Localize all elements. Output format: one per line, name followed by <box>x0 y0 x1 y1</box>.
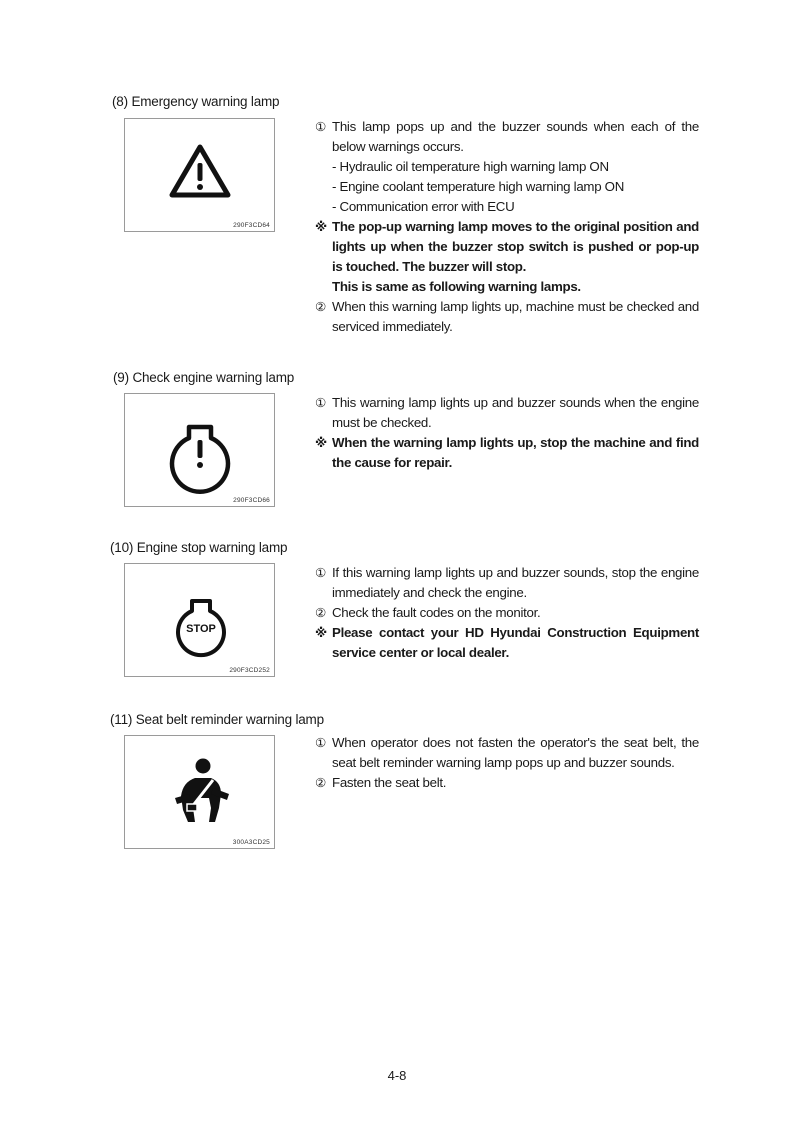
paragraph-1 <box>315 733 699 773</box>
circled-number-2: ② <box>315 775 326 790</box>
list-item: - Hydraulic oil temperature high warning lamp ON <box>332 159 609 174</box>
reference-mark: ※ <box>315 625 327 640</box>
paragraph-text: When this warning lamp lights up, machine must be checked and serviced immediately. <box>332 299 699 334</box>
paragraph-2 <box>315 603 699 623</box>
figure-code: 290F3CD252 <box>229 667 270 674</box>
page-number: 4-8 <box>387 1068 407 1083</box>
section-heading: (11) Seat belt reminder warning lamp <box>110 712 324 727</box>
paragraph-text: Check the fault codes on the monitor. <box>332 605 541 620</box>
paragraph-1 <box>315 117 699 157</box>
list-item: - Engine coolant temperature high warning lamp ON <box>332 179 625 194</box>
circled-number-1: ① <box>315 565 326 580</box>
circled-number-1: ① <box>315 735 326 750</box>
note-text: Please contact your HD Hyundai Construction Equipment service center or local dealer. <box>332 625 699 660</box>
paragraph-text: This warning lamp lights up and buzzer sounds when the engine must be checked. <box>332 395 699 430</box>
paragraph-text: Fasten the seat belt. <box>332 775 447 790</box>
circled-number-1: ① <box>315 395 326 410</box>
section-heading: (10) Engine stop warning lamp <box>110 540 288 555</box>
figure-code: 290F3CD66 <box>233 497 270 504</box>
paragraph-text: When operator does not fasten the operator's the seat belt, the seat belt reminder warning lamp pops up and buzzer sounds. <box>332 735 699 770</box>
note-text: When the warning lamp lights up, stop the machine and find the cause for repair. <box>332 435 699 470</box>
section-body <box>315 563 699 663</box>
seat-belt-icon <box>125 736 276 850</box>
note <box>315 623 699 663</box>
figure-seat-belt-reminder-warning-lamp <box>124 735 275 849</box>
paragraph-2 <box>315 297 699 337</box>
figure-code: 300A3CD25 <box>232 839 270 846</box>
list-item: - Communication error with ECU <box>332 199 515 214</box>
note-text: The pop-up warning lamp moves to the original position and lights up when the buzzer stop switch is pushed or pop-up is touched. The buzzer will stop. <box>332 219 699 274</box>
stop-label: STOP <box>186 623 216 635</box>
circled-number-1: ① <box>315 119 326 134</box>
paragraph-text: If this warning lamp lights up and buzzer sounds, stop the engine immediately and check the engine. <box>332 565 699 600</box>
check-engine-icon <box>125 394 276 508</box>
paragraph-1 <box>315 393 699 433</box>
section-body <box>315 733 699 793</box>
reference-mark: ※ <box>315 435 327 450</box>
section-heading: (9) Check engine warning lamp <box>113 370 295 385</box>
warning-triangle-icon <box>125 119 276 233</box>
note-continuation: This is same as following warning lamps. <box>332 279 581 294</box>
figure-emergency-warning-lamp <box>124 118 275 232</box>
circled-number-2: ② <box>315 605 326 620</box>
figure-check-engine-warning-lamp <box>124 393 275 507</box>
paragraph-1 <box>315 563 699 603</box>
engine-stop-icon <box>125 564 276 678</box>
note <box>315 217 699 277</box>
figure-code: 290F3CD64 <box>233 222 270 229</box>
note <box>315 433 699 473</box>
section-body <box>315 117 699 337</box>
figure-engine-stop-warning-lamp <box>124 563 275 677</box>
paragraph-2 <box>315 773 699 793</box>
section-body <box>315 393 699 473</box>
reference-mark: ※ <box>315 219 327 234</box>
circled-number-2: ② <box>315 299 326 314</box>
paragraph-text: This lamp pops up and the buzzer sounds when each of the below warnings occurs. <box>332 119 699 154</box>
section-heading: (8) Emergency warning lamp <box>112 94 280 109</box>
